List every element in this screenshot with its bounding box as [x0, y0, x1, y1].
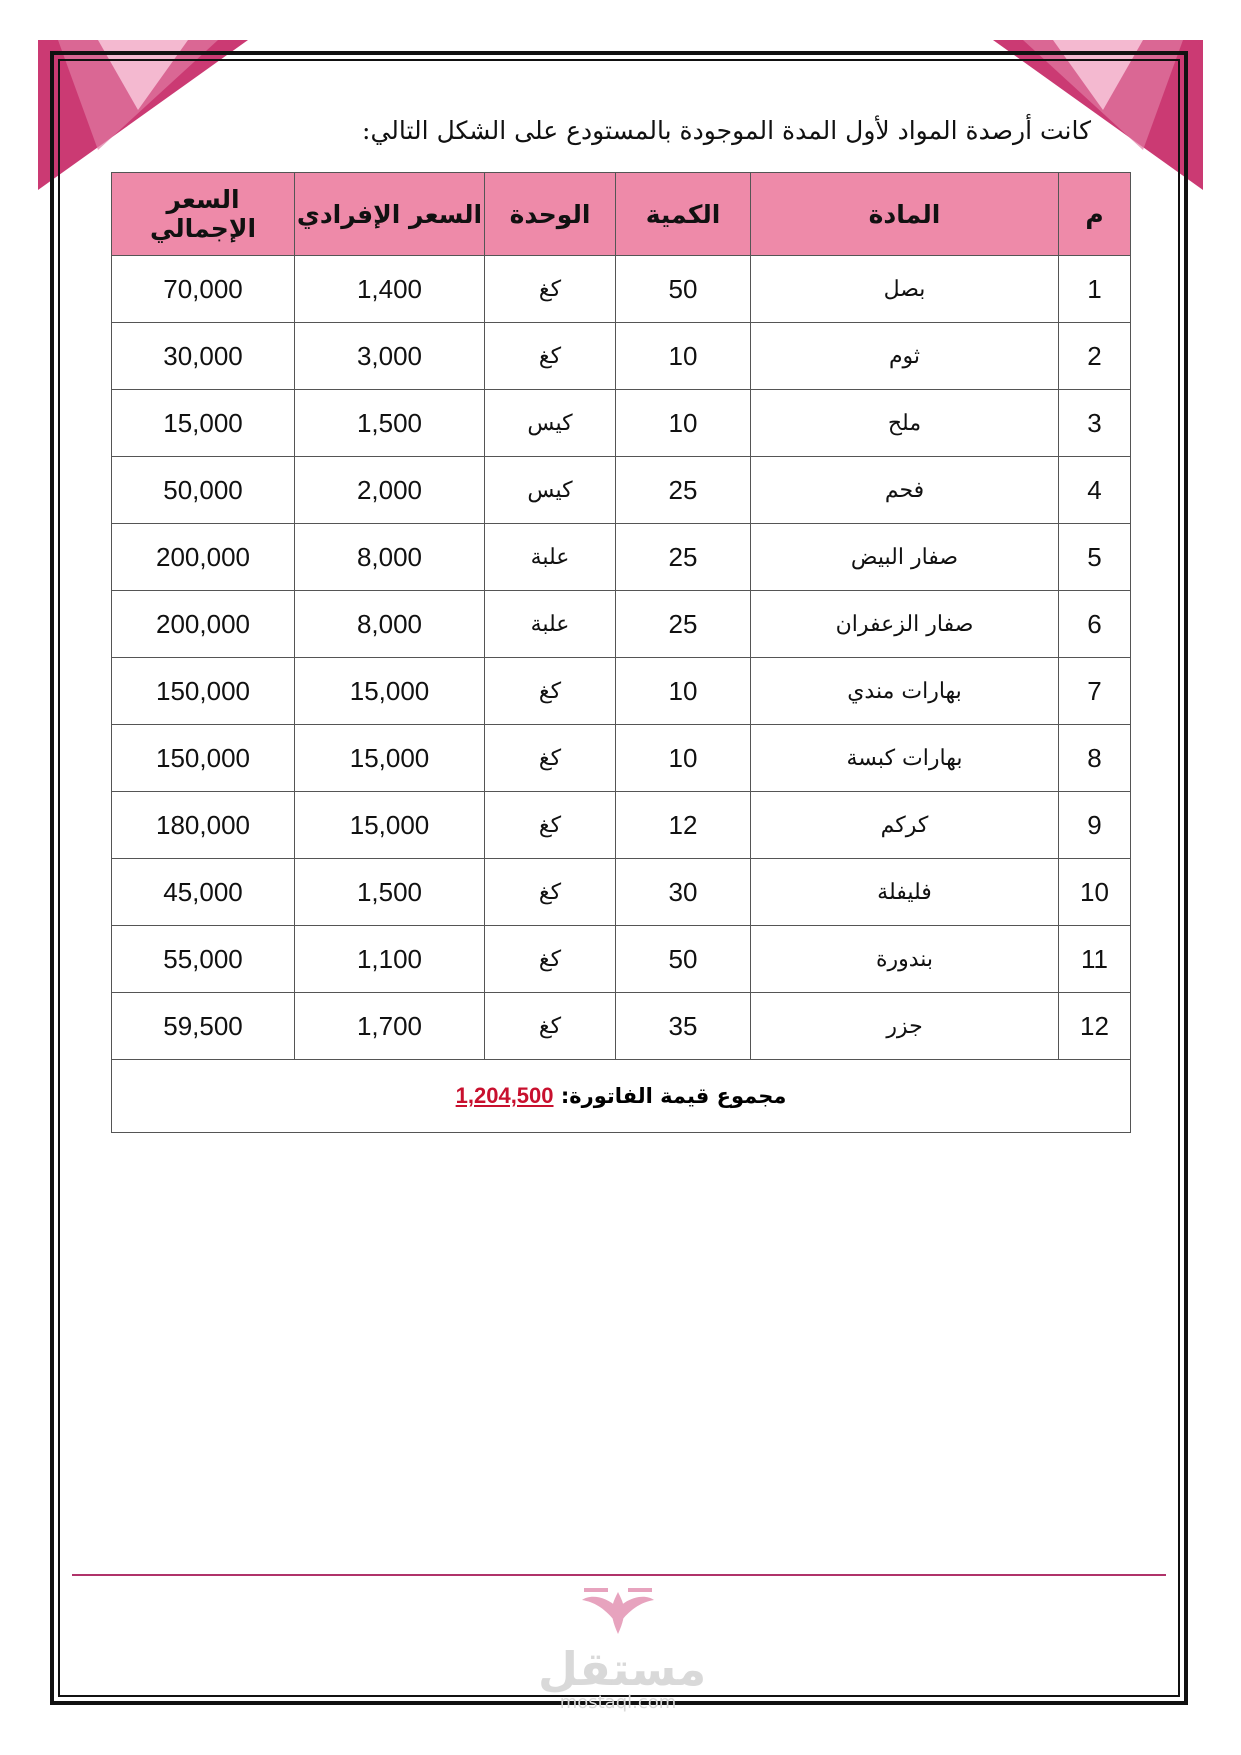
cell-total-price: 55,000 — [112, 926, 295, 993]
total-label: مجموع قيمة الفاتورة — [569, 1084, 787, 1108]
cell-item: كركم — [751, 792, 1059, 859]
cell-unit-price: 15,000 — [295, 725, 485, 792]
cell-unit-price: 15,000 — [295, 658, 485, 725]
header-total-price: السعر الإجمالي — [112, 173, 295, 256]
header-item: المادة — [751, 173, 1059, 256]
cell-index: 6 — [1059, 591, 1131, 658]
cell-total-price: 200,000 — [112, 524, 295, 591]
cell-item: بهارات كبسة — [751, 725, 1059, 792]
cell-item: ثوم — [751, 323, 1059, 390]
cell-index: 1 — [1059, 256, 1131, 323]
cell-unit-price: 1,400 — [295, 256, 485, 323]
cell-index: 10 — [1059, 859, 1131, 926]
table-row — [112, 591, 1131, 658]
table-row — [112, 926, 1131, 993]
table-header-row — [112, 173, 1131, 256]
cell-quantity: 30 — [616, 859, 751, 926]
cell-unit-price: 8,000 — [295, 591, 485, 658]
total-row — [112, 1060, 1131, 1133]
cell-index: 4 — [1059, 457, 1131, 524]
cell-item: ملح — [751, 390, 1059, 457]
cell-unit: علبة — [485, 591, 616, 658]
cell-unit: كيس — [485, 390, 616, 457]
table-row — [112, 725, 1131, 792]
cell-total-price: 150,000 — [112, 725, 295, 792]
cell-unit: كغ — [485, 256, 616, 323]
cell-total-price: 15,000 — [112, 390, 295, 457]
cell-unit: كغ — [485, 993, 616, 1060]
table-row — [112, 792, 1131, 859]
cell-quantity: 50 — [616, 926, 751, 993]
inventory-table — [111, 172, 1131, 1133]
cell-total-price: 200,000 — [112, 591, 295, 658]
table-row — [112, 390, 1131, 457]
cell-item: صفار الزعفران — [751, 591, 1059, 658]
header-index: م — [1059, 173, 1131, 256]
cell-unit-price: 2,000 — [295, 457, 485, 524]
flower-icon — [578, 1586, 658, 1638]
cell-quantity: 25 — [616, 457, 751, 524]
cell-index: 8 — [1059, 725, 1131, 792]
logo-domain: mostaql.com — [559, 1692, 677, 1713]
cell-unit-price: 1,500 — [295, 859, 485, 926]
table-row — [112, 658, 1131, 725]
cell-quantity: 10 — [616, 323, 751, 390]
cell-unit: علبة — [485, 524, 616, 591]
cell-total-price: 45,000 — [112, 859, 295, 926]
intro-text: كانت أرصدة المواد لأول المدة الموجودة بالمستودع على الشكل التالي: — [362, 116, 1091, 145]
cell-unit-price: 1,700 — [295, 993, 485, 1060]
cell-unit-price: 8,000 — [295, 524, 485, 591]
header-unit: الوحدة — [485, 173, 616, 256]
cell-total-price: 180,000 — [112, 792, 295, 859]
cell-index: 12 — [1059, 993, 1131, 1060]
total-cell — [112, 1060, 1131, 1133]
cell-item: فحم — [751, 457, 1059, 524]
cell-total-price: 150,000 — [112, 658, 295, 725]
table-row — [112, 524, 1131, 591]
cell-quantity: 10 — [616, 390, 751, 457]
cell-quantity: 12 — [616, 792, 751, 859]
cell-unit: كغ — [485, 658, 616, 725]
cell-unit: كغ — [485, 792, 616, 859]
mostaql-logo — [538, 1586, 707, 1713]
cell-total-price: 59,500 — [112, 993, 295, 1060]
header-quantity: الكمية — [616, 173, 751, 256]
table-row — [112, 859, 1131, 926]
cell-index: 5 — [1059, 524, 1131, 591]
cell-total-price: 70,000 — [112, 256, 295, 323]
cell-unit-price: 1,500 — [295, 390, 485, 457]
footer-divider — [72, 1574, 1166, 1576]
header-unit-price: السعر الإفرادي — [295, 173, 485, 256]
cell-quantity: 50 — [616, 256, 751, 323]
cell-quantity: 10 — [616, 658, 751, 725]
cell-index: 9 — [1059, 792, 1131, 859]
cell-item: فليفلة — [751, 859, 1059, 926]
cell-quantity: 25 — [616, 591, 751, 658]
table-row — [112, 256, 1131, 323]
cell-item: بصل — [751, 256, 1059, 323]
cell-index: 2 — [1059, 323, 1131, 390]
table-row — [112, 457, 1131, 524]
cell-item: صفار البيض — [751, 524, 1059, 591]
cell-unit-price: 1,100 — [295, 926, 485, 993]
total-value: 1,204,500 — [455, 1083, 554, 1108]
table-row — [112, 323, 1131, 390]
cell-index: 3 — [1059, 390, 1131, 457]
table-row — [112, 993, 1131, 1060]
cell-unit: كغ — [485, 859, 616, 926]
cell-quantity: 25 — [616, 524, 751, 591]
total-colon: : — [553, 1084, 570, 1108]
cell-item: بهارات مندي — [751, 658, 1059, 725]
cell-unit: كغ — [485, 323, 616, 390]
cell-quantity: 35 — [616, 993, 751, 1060]
logo-name: مستقل — [538, 1642, 707, 1696]
cell-unit: كيس — [485, 457, 616, 524]
cell-unit: كغ — [485, 725, 616, 792]
cell-item: بندورة — [751, 926, 1059, 993]
cell-unit-price: 3,000 — [295, 323, 485, 390]
cell-quantity: 10 — [616, 725, 751, 792]
cell-unit-price: 15,000 — [295, 792, 485, 859]
cell-unit: كغ — [485, 926, 616, 993]
cell-index: 7 — [1059, 658, 1131, 725]
cell-item: جزر — [751, 993, 1059, 1060]
cell-total-price: 30,000 — [112, 323, 295, 390]
cell-index: 11 — [1059, 926, 1131, 993]
cell-total-price: 50,000 — [112, 457, 295, 524]
